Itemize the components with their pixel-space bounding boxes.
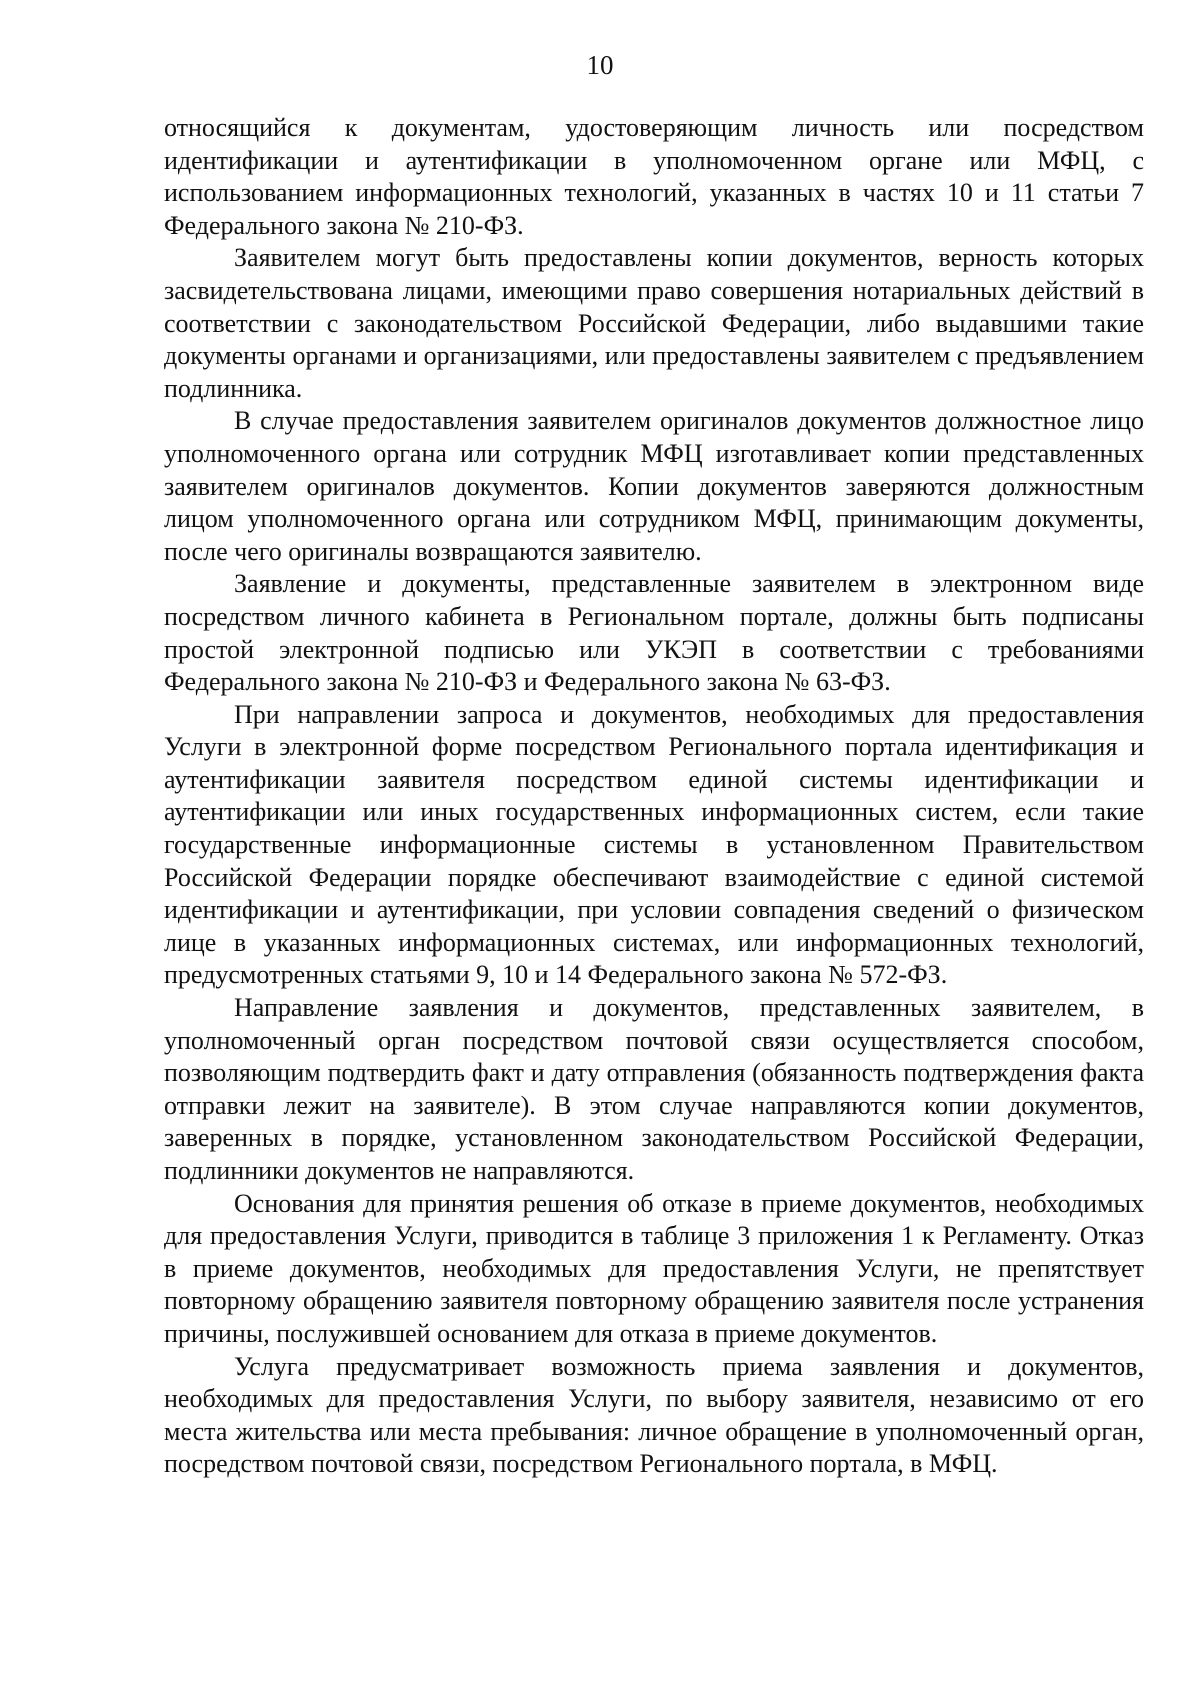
document-body [164,112,1144,1481]
paragraph-submission-methods: Услуга предусматривает возможность приема заявления и документов, необходимых для предоставления Услуги, по выбору заявителя, независимо от его места жительства или места пребывания: личное обращение в уполномоченный орган, посредством почтовой связи, посредством Регионального портала, в МФЦ. [164,1351,1144,1479]
paragraph-document-copies: Заявителем могут быть предоставлены копии документов, верность которых засвидетельствована лицами, имеющими право совершения нотариальных действий в соответствии с законодательством Российской Федерации, либо выдавшими такие документы органами и организациями, или предоставлены заявителем с предъявлением подлинника. [164,243,1144,403]
paragraph-continuation: относящийся к документам, удостоверяющим личность или посредством идентификации и аутентификации в уполномоченном органе или МФЦ, с использованием информационных технологий, указанных в частях 10 и 11 статьи 7 Федерального закона № 210-ФЗ. [164,113,1144,240]
paragraph-original-documents: В случае предоставления заявителем оригиналов документов должностное лицо уполномоченного органа или сотрудник МФЦ изготавливает копии представленных заявителем оригиналов документов. Копии документов заверяются должностным лицом уполномоченного органа или сотрудником МФЦ, принимающим документы, после чего оригиналы возвращаются заявителю. [164,406,1144,566]
paragraph-postal-submission: Направление заявления и документов, представленных заявителем, в уполномоченный орган посредством почтовой связи осуществляется способом, позволяющим подтвердить факт и дату отправления (обязанность подтверждения факта отправки лежит на заявителе). В этом случае направляются копии документов, заверенных в порядке, установленном законодательством Российской Федерации, подлинники документов не направляются. [164,993,1144,1185]
paragraph-electronic-submission: Заявление и документы, представленные заявителем в электронном виде посредством личного кабинета в Региональном портале, должны быть подписаны простой электронной подписью или УКЭП в соответствии с требованиями Федерального закона № 210-ФЗ и Федерального закона № 63-ФЗ. [164,569,1144,697]
paragraph-refusal-grounds: Основания для принятия решения об отказе в приеме документов, необходимых для предоставления Услуги, приводится в таблице 3 приложения 1 к Регламенту. Отказ в приеме документов, необходимых для предоставления Услуги, не препятствует повторному обращению заявителя повторному обращению заявителя после устранения причины, послужившей основанием для отказа в приеме документов. [164,1188,1144,1348]
page-number: 10 [586,50,614,80]
paragraph-identification: При направлении запроса и документов, необходимых для предоставления Услуги в электронной форме посредством Регионального портала идентификация и аутентификации заявителя посредством единой системы идентификации и аутентификации или иных государственных информационных систем, если такие государственные информационные системы в установленном Правительством Российской Федерации порядке обеспечивают взаимодействие с единой системой идентификации и аутентификации, при условии совпадения сведений о физическом лице в указанных информационных системах, или информационных технологий, предусмотренных статьями 9, 10 и 14 Федерального закона № 572-ФЗ. [164,699,1144,990]
